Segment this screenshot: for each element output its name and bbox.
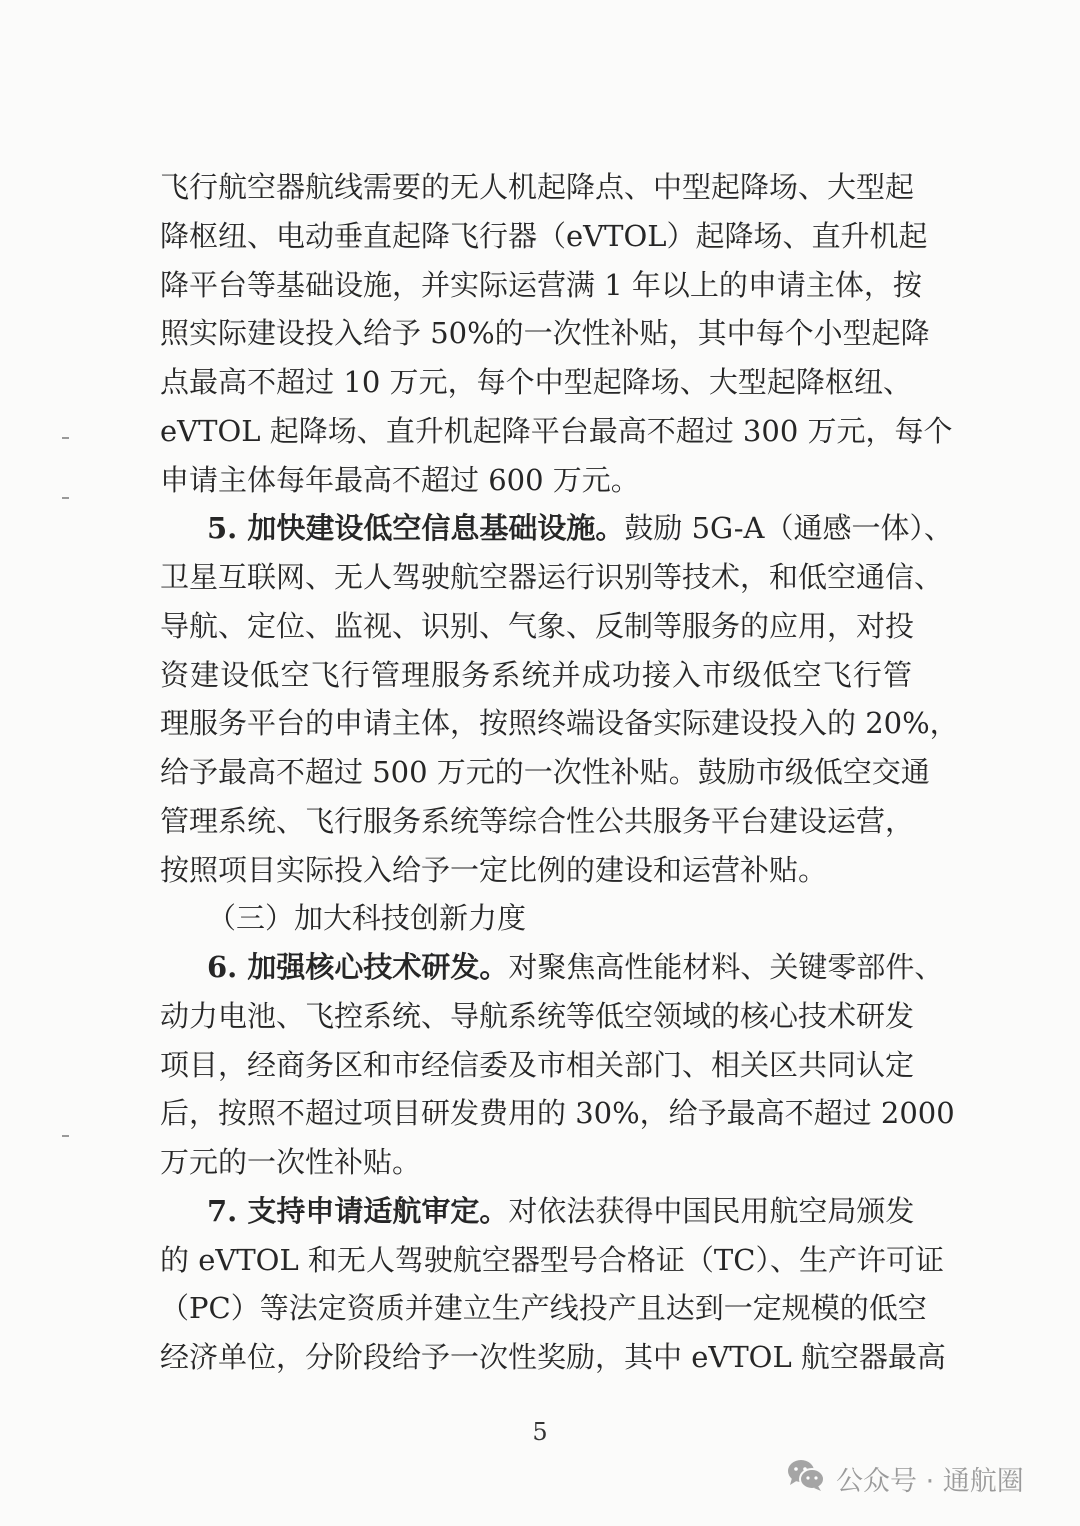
text-line — [160, 456, 912, 504]
line-text: 对聚焦高性能材料、关键零部件、 — [508, 950, 944, 984]
scan-mark — [62, 497, 69, 499]
page-number: 5 — [532, 1418, 548, 1446]
line-text: 万元的一次性补贴。 — [160, 1145, 422, 1179]
wechat-icon — [786, 1458, 826, 1499]
text-line — [160, 1089, 955, 1137]
text-line — [160, 1284, 927, 1332]
line-text: eVTOL 起降场、直升机起降平台最高不超过 300 万元，每个 — [160, 413, 953, 448]
line-text: 照实际建设投入给予 50%的一次性补贴，其中每个小型起降 — [160, 316, 930, 351]
watermark — [786, 1458, 1024, 1499]
line-text: 降平台等基础设施，并实际运营满 1 年以上的申请主体，按 — [160, 267, 922, 302]
line-text: 动力电池、飞控系统、导航系统等低空领域的核心技术研发 — [160, 998, 915, 1033]
text-line — [207, 894, 912, 942]
line-text: 经济单位，分阶段给予一次性奖励，其中 eVTOL 航空器最高 — [160, 1340, 946, 1374]
text-line — [160, 1236, 944, 1284]
text-line — [160, 992, 915, 1040]
text-line — [160, 748, 930, 796]
line-text: 对依法获得中国民用航空局颁发 — [508, 1193, 915, 1228]
text-line — [160, 651, 912, 699]
line-text: 飞行航空器航线需要的无人机起降点、中型起降场、大型起 — [160, 170, 915, 204]
line-text: 点最高不超过 10 万元，每个中型起降场、大型起降枢纽、 — [160, 365, 912, 399]
text-line — [160, 797, 915, 845]
line-text: （PC）等法定资质并建立生产线投产且达到一定规模的低空 — [160, 1291, 927, 1326]
text-line — [207, 1187, 915, 1235]
text-line — [207, 504, 953, 552]
line-text: 给予最高不超过 500 万元的一次性补贴。鼓励市级低空交通 — [160, 755, 930, 789]
text-line — [160, 309, 930, 357]
text-line — [160, 699, 959, 747]
text-line — [160, 407, 953, 455]
section-heading: 5. 加快建设低空信息基础设施。 — [207, 511, 625, 546]
text-line — [160, 1333, 946, 1381]
line-text: 卫星互联网、无人驾驶航空器运行识别等技术，和低空通信、 — [160, 560, 944, 594]
line-text: 的 eVTOL 和无人驾驶航空器型号合格证（TC）、生产许可证 — [160, 1242, 944, 1277]
line-text: 申请主体每年最高不超过 600 万元。 — [160, 462, 640, 497]
text-line — [160, 1041, 915, 1089]
text-line — [207, 943, 944, 991]
line-text: 理服务平台的申请主体，按照终端设备实际建设投入的 20%， — [160, 706, 959, 741]
scan-mark — [62, 437, 69, 439]
section-heading: 7. 支持申请适航审定。 — [207, 1193, 509, 1228]
line-text: 后，按照不超过项目研发费用的 30%，给予最高不超过 2000 — [160, 1096, 955, 1131]
text-line — [160, 1138, 912, 1186]
line-text: 导航、定位、监视、识别、气象、反制等服务的应用，对投 — [160, 608, 915, 643]
text-line — [160, 163, 915, 211]
text-line — [160, 846, 912, 894]
line-text: 按照项目实际投入给予一定比例的建设和运营补贴。 — [160, 852, 828, 887]
line-text: （三）加大科技创新力度 — [207, 901, 527, 936]
scan-mark — [62, 1135, 69, 1137]
text-line — [160, 553, 944, 601]
line-text: 资建设低空飞行管理服务系统并成功接入市级低空飞行管 — [160, 657, 912, 692]
line-text: 项目，经商务区和市经信委及市相关部门、相关区共同认定 — [160, 1047, 915, 1082]
line-text: 鼓励 5G-A（通感一体）、 — [624, 511, 953, 546]
text-line — [160, 261, 922, 309]
line-text: 管理系统、飞行服务系统等综合性公共服务平台建设运营， — [160, 803, 915, 838]
watermark-label: 公众号 · 通航圈 — [836, 1466, 1024, 1497]
text-line — [160, 358, 912, 406]
line-text: 降枢纽、电动垂直起降飞行器（eVTOL）起降场、直升机起 — [160, 218, 928, 253]
text-line — [160, 602, 915, 650]
section-heading: 6. 加强核心技术研发。 — [207, 950, 509, 984]
text-line — [160, 212, 928, 260]
